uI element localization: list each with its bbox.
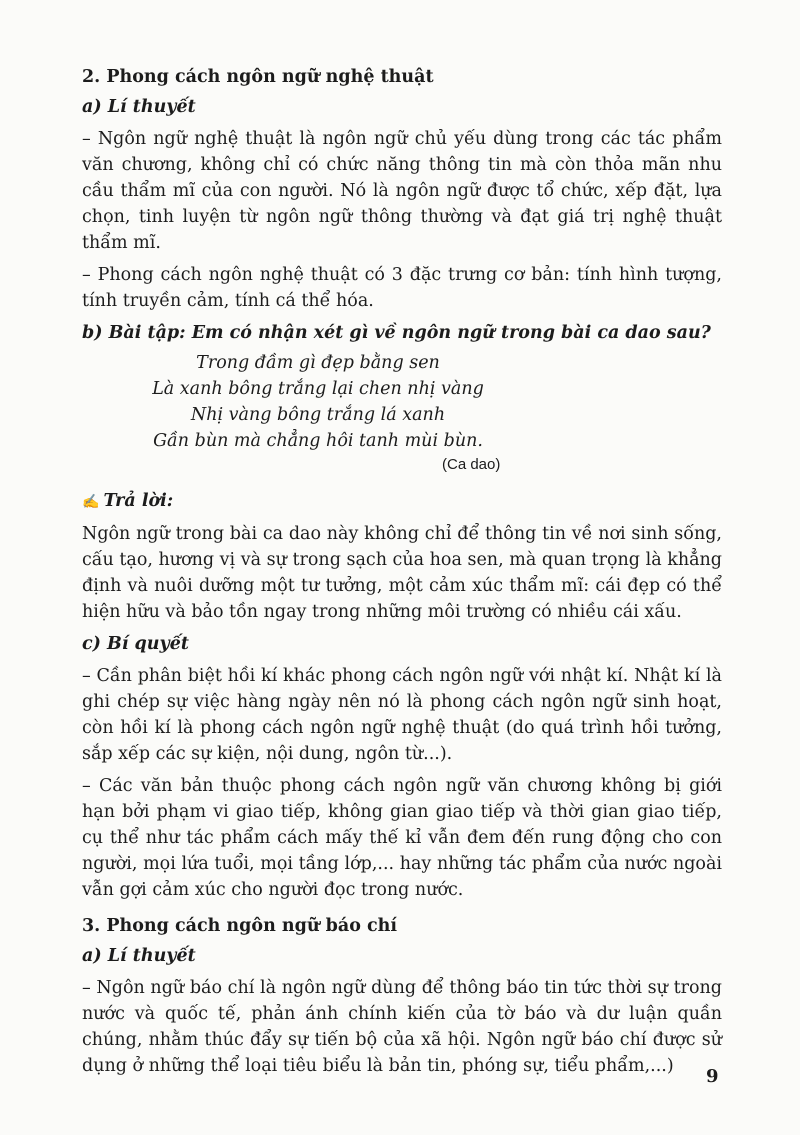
page-body (82, 64, 722, 1079)
poem-line-2: Là xanh bông trắng lại chen nhị vàng (152, 379, 484, 399)
page-number: 9 (706, 1066, 719, 1087)
section-2a-paragraph-1: – Ngôn ngữ nghệ thuật là ngôn ngữ chủ yếu dùng trong các tác phẩm văn chương, không chỉ có chức năng thông tin mà còn thỏa mãn nhu cầu thẩm mĩ của con người. Nó là ngôn ngữ được tổ chức, xếp đặt, lựa chọn, tinh luyện từ ngôn ngữ thông thường và đạt giá trị nghệ thuật thẩm mĩ. (82, 129, 722, 253)
section-2c-paragraph-2: – Các văn bản thuộc phong cách ngôn ngữ văn chương không bị giới hạn bởi phạm vi giao tiếp, không gian giao tiếp và thời gian giao tiếp, cụ thể như tác phẩm cách mấy thế kỉ vẫn đem đến rung động cho con người, mọi lứa tuổi, mọi tầng lớp,... hay những tác phẩm của nước ngoài vẫn gợi cảm xúc cho người đọc trong nước. (82, 776, 722, 900)
section-2b-heading: b) Bài tập: Em có nhận xét gì về ngôn ngữ trong bài ca dao sau? (82, 323, 711, 343)
poem-line-3: Nhị vàng bông trắng lá xanh (190, 405, 446, 425)
section-3-heading: 3. Phong cách ngôn ngữ báo chí (82, 916, 398, 936)
folk-poem (82, 350, 722, 454)
answer-heading (82, 488, 722, 515)
section-2-heading: 2. Phong cách ngôn ngữ nghệ thuật (82, 67, 434, 87)
poem-line-1: Trong đầm gì đẹp bằng sen (196, 353, 440, 373)
section-3a-heading: a) Lí thuyết (82, 946, 196, 966)
answer-heading-text: Trả lời: (103, 491, 174, 511)
section-2c-heading: c) Bí quyết (82, 634, 189, 654)
poem-source: (Ca dao) (442, 456, 501, 473)
poem-line-4: Gần bùn mà chẳng hôi tanh mùi bùn. (153, 431, 483, 451)
section-2a-heading: a) Lí thuyết (82, 97, 196, 117)
section-2a-paragraph-2: – Phong cách ngôn nghệ thuật có 3 đặc trưng cơ bản: tính hình tượng, tính truyền cảm, tính cá thể hóa. (82, 265, 722, 311)
section-2c-paragraph-1: – Cần phân biệt hồi kí khác phong cách ngôn ngữ với nhật kí. Nhật kí là ghi chép sự việc hàng ngày nên nó là phong cách ngôn ngữ sinh hoạt, còn hồi kí là phong cách ngôn ngữ nghệ thuật (do quá trình hồi tưởng, sắp xếp các sự kiện, nội dung, ngôn từ...). (82, 666, 722, 764)
section-3a-paragraph-1: – Ngôn ngữ báo chí là ngôn ngữ dùng để thông báo tin tức thời sự trong nước và quốc tế, phản ánh chính kiến của tờ báo và dư luận quần chúng, nhằm thúc đẩy sự tiến bộ của xã hội. Ngôn ngữ báo chí được sử dụng ở những thể loại tiêu biểu là bản tin, phóng sự, tiểu phẩm,...) (82, 978, 722, 1076)
pencil-icon: ✍ (82, 494, 100, 510)
answer-paragraph: Ngôn ngữ trong bài ca dao này không chỉ để thông tin về nơi sinh sống, cấu tạo, hương vị và sự trong sạch của hoa sen, mà quan trọng là khẳng định và nuôi dưỡng một tư tưởng, một cảm xúc thẩm mĩ: cái đẹp có thể hiện hữu và bảo tồn ngay trong những môi trường có nhiều cái xấu. (82, 524, 722, 622)
